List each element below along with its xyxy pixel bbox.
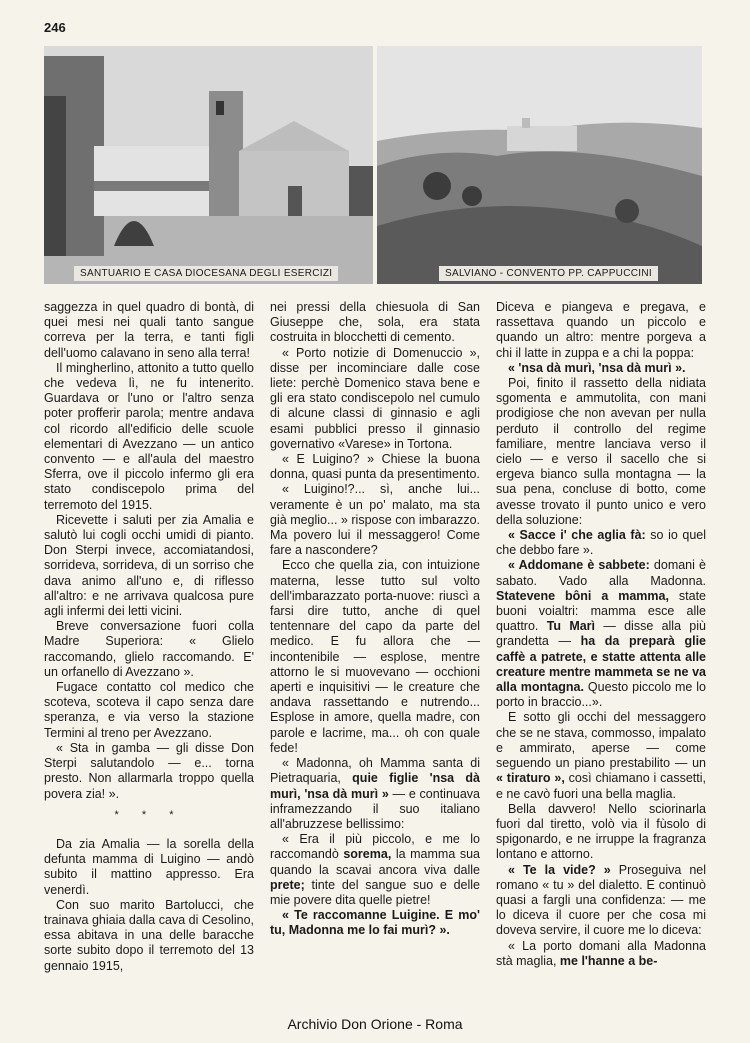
text-run: — disse alla più grandetta —: [496, 619, 706, 649]
paragraph: « E Luigino? » Chiese la buona donna, quasi punta da presentimento.: [270, 452, 480, 482]
bold-text: « Te la vide? »: [508, 862, 611, 877]
bold-text: quie figlie 'nsa dà murì, 'nsa dà murì »: [270, 771, 480, 801]
text-run: « Madonna, oh Mamma santa di Pietraquaria,: [270, 756, 480, 786]
paragraph: nei pressi della chiesuola di San Giuseppe che, sola, era stata costruita in blocchetti di cemento.: [270, 300, 480, 345]
section-divider: * * *: [114, 808, 184, 821]
column-1: [44, 300, 254, 1020]
column-2: [270, 300, 480, 1020]
paragraph: Con suo marito Bartolucci, che trainava ghiaia dalla cava di Cesolino, essa abitava in una delle baracche sorte subito dopo il terremoto del 13 gennaio 1915,: [44, 897, 254, 973]
text-run: così chiamano i cassetti, e ne cavò fuori una bella maglia.: [496, 771, 706, 801]
paragraph: Ecco che quella zia, con intuizione materna, lesse tutto sul volto dell'imbarazzato porta-nuove: riuscì a farsi dire tutto, anche di quel tentennare del capo da parte del medico. E fu allora che — incontenibile — esplose, mentre attorno le si muovevano — occhioni aperti e inquisitivi — le creature che andava rassettando e nutrendo... Esplose in amore, quella madre, con parole e lacrime, ma... oh con quale fede!: [270, 558, 480, 755]
bold-text: « Addomane è sabbete:: [508, 558, 650, 573]
text-run: E sotto gli occhi del messaggero che se ne stava, commosso, impalato e ammirato, aperse — come seguendo un piano prestabilito — un: [496, 710, 706, 771]
paragraph: [496, 863, 706, 939]
paragraph: Fugace contatto col medico che scoteva, scoteva il capo senza dare speranza, e via verso la stazione Termini al treno per Avezzano.: [44, 680, 254, 740]
paragraph: [270, 908, 480, 938]
bold-text: « Te raccomanne Luigine. E mo' tu, Madonna me lo fai murì? ».: [270, 908, 480, 938]
bold-text: me l'hanne a be-: [559, 953, 658, 968]
bold-text: ha da preparà glie caffè a patrete, e statte attenta alle creature mentre mammeta se ne va alla montagna.: [496, 634, 707, 695]
text-run: Proseguiva nel romano « tu » del dialetto. E continuò quasi a fargli una confidenza: — me lo diceva il cuore per che cosa mi doveva servire, il cuore me lo diceva:: [496, 862, 706, 938]
paragraph: Poi, finito il rassetto della nidiata sgomenta e ammutolita, con mani prodigiose che non avevan per nulla perduto il controllo del regime familiare, mentre lanciava verso il cielo — e verso il sacello che si ergeva bianco sulla montagna — la sua pena, concluse di botto, come avesse trovato il punto unico e vero della soluzione:: [496, 376, 706, 527]
text-run: domani è sabato. Vado alla Madonna.: [496, 558, 706, 588]
photo-salviano: [377, 46, 702, 284]
paragraph: [496, 710, 706, 801]
paragraph: Ricevette i saluti per zia Amalia e salutò lui cogli occhi umidi di pianto. Don Sterpi invece, accomiatandosi, sorrideva, sorrideva, di un sorriso che dava animo all'uno e, di riflesso all'altro: e ne arrivava qualcosa pure agli infermi dei letti vicini.: [44, 512, 254, 619]
photo-caption-salviano: SALVIANO - CONVENTO PP. CAPPUCCINI: [439, 266, 658, 281]
text-run: « La porto domani alla Madonna stà maglia,: [496, 938, 706, 968]
text-run: so io quel che debbo fare ».: [496, 528, 706, 558]
photo-santuario: [44, 46, 373, 284]
text-run: Questo piccolo me lo porto in braccio...».: [496, 680, 706, 710]
text-run: la mamma sua quando la scavai ancora viva dalle: [270, 847, 480, 877]
article-body: [44, 300, 706, 1020]
archive-footer: Archivio Don Orione - Roma: [287, 1016, 463, 1032]
paragraph: « Porto notizie di Domenuccio », disse per incominciare dalle cose liete: perchè Domenico stava bene e gli era stato condiscepolo nel cumulo di alcune classi di ginnasio e agli esami pubblici presso il ginnasio governativo «Varese» in Tortona.: [270, 345, 480, 451]
salviano-image: [377, 46, 702, 284]
paragraph: « Luigino!?... sì, anche lui... veramente è un po' malato, ma sta già meglio... » rispose con imbarazzo. Ma povero lui il messaggero! Come fare a nascondere?: [270, 482, 480, 558]
paragraph: saggezza in quel quadro di bontà, di quei mesi nei quali tanto sangue correva per la terra, e tanti figli dell'uomo calavano in seno alla terra!: [44, 300, 254, 360]
bold-text: « Sacce i' che aglia fà:: [508, 528, 646, 543]
paragraph: [496, 939, 706, 969]
text-run: tinte del sangue suo e delle mie povere dita quelle pietre!: [270, 877, 480, 907]
paragraph: « Sta in gamba — gli disse Don Sterpi salutandolo — e... torna presto. Non allarmarla troppo quella povera zia! ».: [44, 740, 254, 801]
bold-text: prete;: [270, 877, 305, 892]
paragraph: [496, 528, 706, 558]
text-run: — e continuava inframezzando il suo italiano all'abruzzese bellissimo:: [270, 786, 480, 831]
paragraph: Diceva e piangeva e pregava, e rassettava quando un piccolo e quando un altro: mentre porgeva a chi il latte in zuppa e a chi la poppa:: [496, 300, 706, 360]
photo-caption-santuario: SANTUARIO E CASA DIOCESANA DEGLI ESERCIZI: [74, 266, 338, 281]
page-number: 246: [44, 20, 66, 35]
paragraph: Breve conversazione fuori colla Madre Superiora: « Glielo raccomando, glielo raccomando. E' un orfanello di Avezzano ».: [44, 619, 254, 679]
text-run: « Era il più piccolo, e me lo raccomandò: [270, 832, 480, 862]
text-run: state buoni voialtri: mamma esce alle quattro.: [496, 588, 706, 634]
column-3: [496, 300, 706, 1020]
bold-text: sorema,: [343, 847, 392, 862]
bold-text: « tiraturo »,: [496, 771, 565, 786]
paragraph: Il mingherlino, attonito a tutto quello che vedeva lì, ne fu intenerito. Guardava or l'uno or l'altro senza poter profferir parola; mentre andava col ricordo all'edificio delle scuole elementari di Avezzano — un antico convento — e all'aula del maestro Sferra, ove il piccolo infermo gli era stato condiscepolo prima del terremoto del 1915.: [44, 360, 254, 512]
bold-text: « 'nsa dà murì, 'nsa dà murì ».: [508, 360, 686, 375]
paragraph: [270, 756, 480, 832]
paragraph: [496, 361, 706, 376]
bold-text: Tu Marì: [546, 619, 596, 634]
paragraph: [270, 832, 480, 908]
paragraph: [496, 558, 706, 710]
santuario-image: [44, 46, 373, 284]
paragraph: Da zia Amalia — la sorella della defunta mamma di Luigino — andò subito il mattino appresso. Era venerdì.: [44, 836, 254, 897]
paragraph: Bella davvero! Nello sciorinarla fuori dal tiretto, volò via il fùsolo di spigonardo, e ne irruppe la fragranza lontano e attorno.: [496, 801, 706, 862]
bold-text: Statevene bôni a mamma,: [496, 588, 669, 603]
